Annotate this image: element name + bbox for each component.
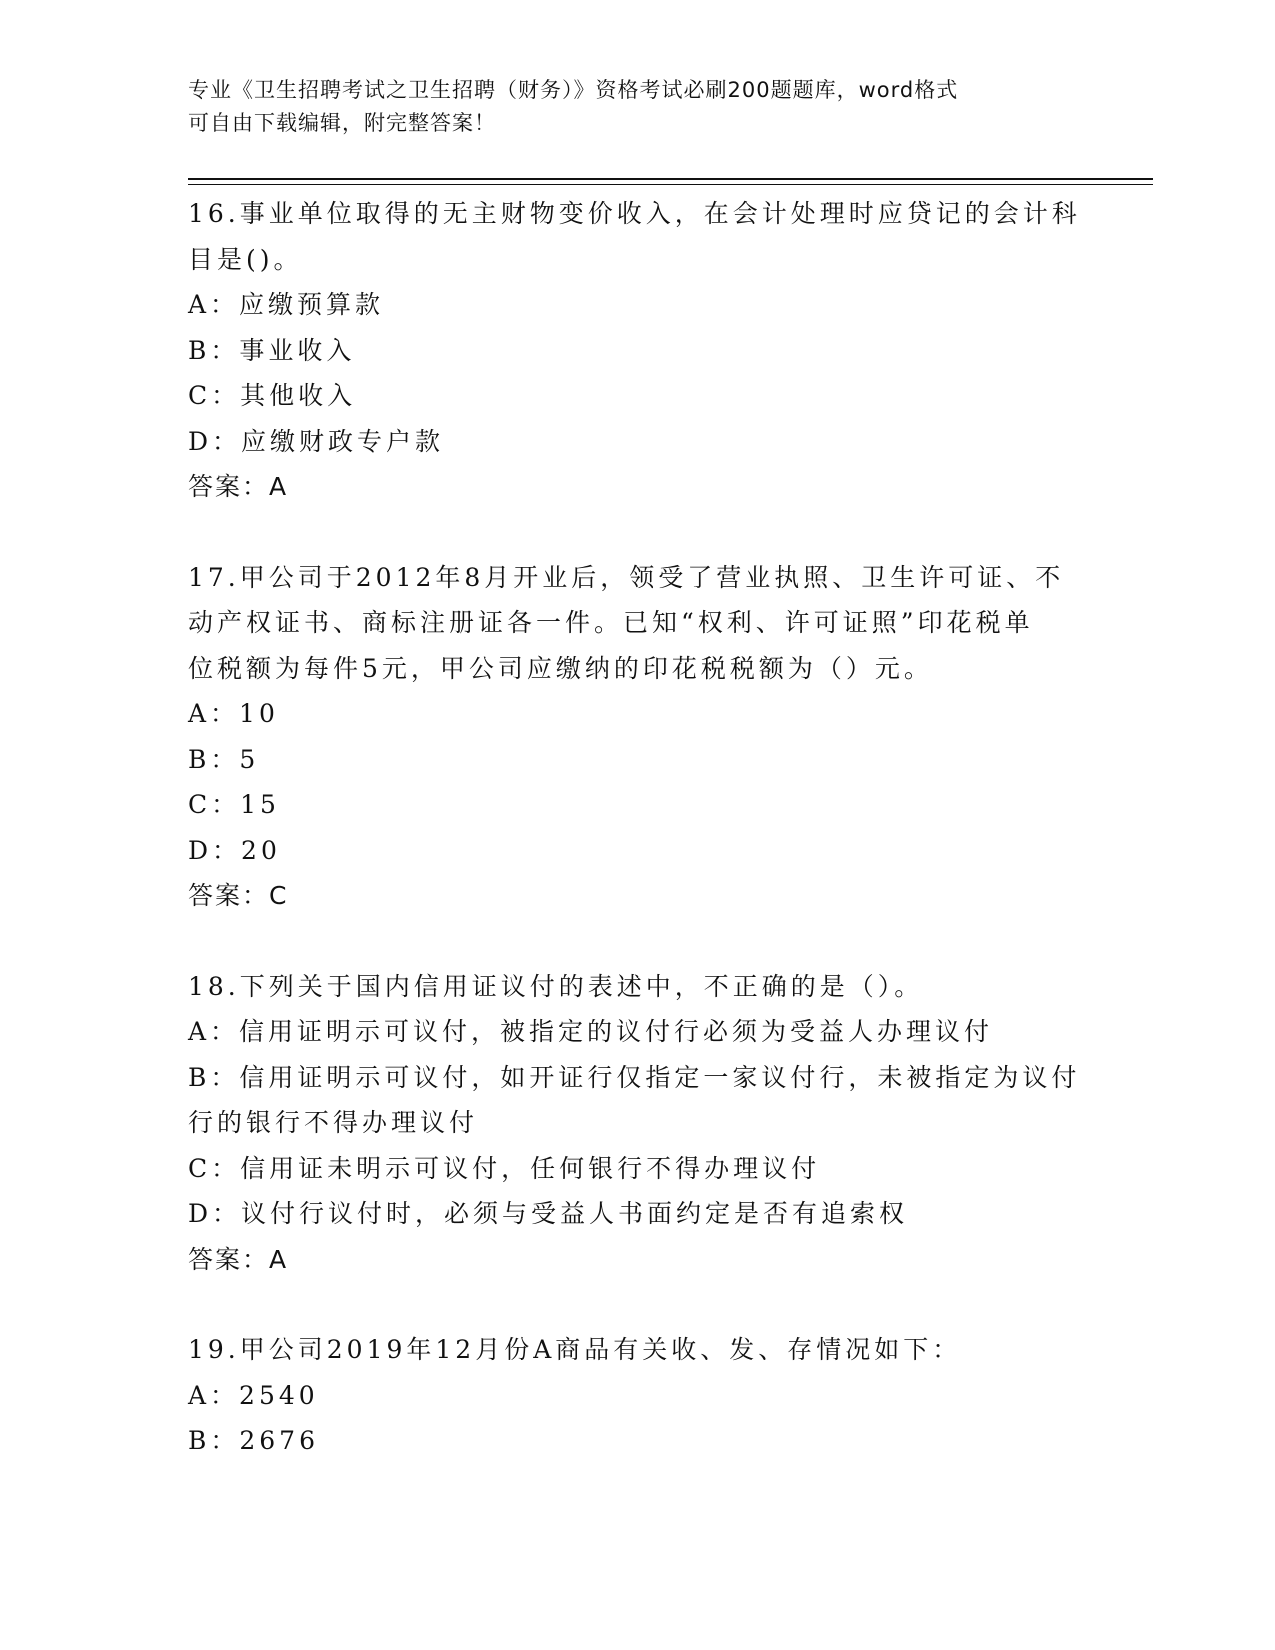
stem-line: 18.下列关于国内信用证议付的表述中，不正确的是（）。 (188, 971, 924, 1001)
question-18 (188, 964, 1088, 1283)
option-b: B：2676 (188, 1426, 319, 1455)
stem-line: 16.事业单位取得的无主财物变价收入，在会计处理时应贷记的会计科 (188, 199, 1081, 228)
option-a: A：信用证明示可议付，被指定的议付行必须为受益人办理议付 (188, 1017, 994, 1046)
answer: 答案：A (188, 472, 289, 501)
answer: 答案：A (188, 1244, 289, 1274)
header-line: 可自由下载编辑，附完整答案！ (188, 111, 496, 135)
question-stem (188, 1327, 1088, 1373)
question-stem (188, 191, 1088, 282)
option-b: B：信用证明示可议付，如开证行仅指定一家议付行，未被指定为议付 (188, 1062, 1081, 1092)
stem-line: 17.甲公司于2012年8月开业后，领受了营业执照、卫生许可证、不 (188, 562, 1065, 592)
answer: 答案：C (188, 881, 289, 910)
option-a: A：应缴预算款 (188, 290, 385, 319)
question-spacer (188, 919, 1088, 964)
question-stem (188, 964, 1088, 1010)
option-b: B：事业收入 (188, 335, 356, 365)
option-a: A：10 (188, 699, 279, 728)
question-stem (188, 555, 1088, 692)
document-header (188, 74, 1068, 140)
stem-line: 动产权证书、商标注册证各一件。已知“权利、许可证照”印花税单 (188, 608, 1034, 637)
question-16 (188, 191, 1088, 510)
question-spacer (188, 1282, 1088, 1327)
option-d: D：应缴财政专户款 (188, 426, 445, 456)
option-c: C：其他收入 (188, 381, 357, 410)
stem-line: 位税额为每件5元，甲公司应缴纳的印花税税额为（）元。 (188, 653, 933, 683)
option-d: D：议付行议付时，必须与受益人书面约定是否有追索权 (188, 1199, 909, 1228)
stem-line: 19.甲公司2019年12月份A商品有关收、发、存情况如下： (188, 1335, 962, 1364)
option-c: C：15 (188, 790, 280, 819)
question-19 (188, 1327, 1088, 1464)
question-list (188, 191, 1088, 1464)
option-a: A：2540 (188, 1380, 319, 1410)
question-17 (188, 555, 1088, 919)
header-line: 专业《卫生招聘考试之卫生招聘（财务）》资格考试必刷200题题库，word格式 (188, 78, 959, 102)
header-divider-thin (188, 184, 1153, 185)
option-b-continued: 行的银行不得办理议付 (188, 1108, 479, 1137)
option-d: D：20 (188, 835, 281, 865)
stem-line: 目是()。 (188, 244, 303, 274)
question-spacer (188, 510, 1088, 555)
option-b: B：5 (188, 744, 260, 774)
header-divider-thick (188, 178, 1153, 180)
option-c: C：信用证未明示可议付，任何银行不得办理议付 (188, 1153, 821, 1183)
